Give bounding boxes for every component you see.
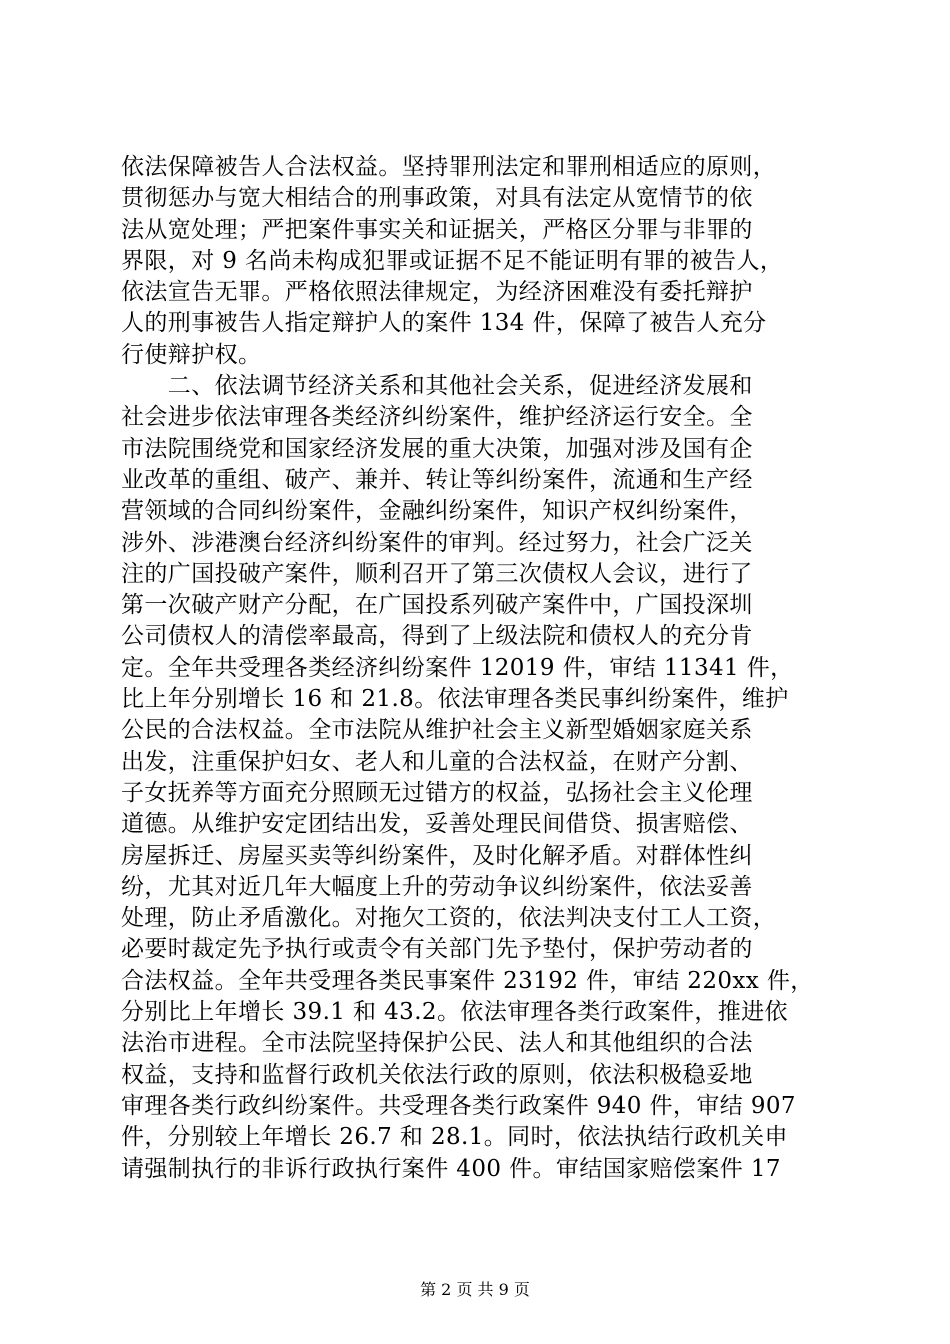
section-heading-line: 二、依法调节经济关系和其他社会关系，促进经济发展和 <box>121 373 753 400</box>
text-line: 子女抚养等方面充分照顾无过错方的权益，弘扬社会主义伦理 <box>121 779 753 806</box>
text-line: 合法权益。全年共受理各类民事案件 23192 件，审结 220xx 件， <box>121 967 814 994</box>
document-body <box>121 152 841 1185</box>
text-line: 纷，尤其对近几年大幅度上升的劳动争议纠纷案件，依法妥善 <box>121 873 753 900</box>
page-number-footer: 第 2 页 共 9 页 <box>420 1280 530 1299</box>
text-line: 第一次破产财产分配，在广国投系列破产案件中，广国投深圳 <box>121 592 753 619</box>
text-line: 比上年分别增长 16 和 21.8。依法审理各类民事纠纷案件，维护 <box>121 686 789 713</box>
text-line: 涉外、涉港澳台经济纠纷案件的审判。经过努力，社会广泛关 <box>121 529 753 556</box>
text-line: 行使辩护权。 <box>121 341 262 368</box>
text-line: 件，分别较上年增长 26.7 和 28.1。同时，依法执结行政机关申 <box>121 1124 788 1151</box>
text-line: 社会进步依法审理各类经济纠纷案件，维护经济运行安全。全 <box>121 404 753 431</box>
text-line: 法从宽处理；严把案件事实关和证据关，严格区分罪与非罪的 <box>121 216 753 243</box>
text-line: 依法宣告无罪。严格依照法律规定，为经济困难没有委托辩护 <box>121 279 753 306</box>
text-line: 人的刑事被告人指定辩护人的案件 134 件，保障了被告人充分 <box>121 310 767 337</box>
text-line: 注的广国投破产案件，顺利召开了第三次债权人会议，进行了 <box>121 560 753 587</box>
text-line: 贯彻惩办与宽大相结合的刑事政策，对具有法定从宽情节的依 <box>121 185 753 212</box>
text-line: 界限，对 9 名尚未构成犯罪或证据不足不能证明有罪的被告人， <box>121 247 784 274</box>
text-line: 处理，防止矛盾激化。对拖欠工资的，依法判决支付工人工资， <box>121 905 777 932</box>
text-line: 出发，注重保护妇女、老人和儿童的合法权益，在财产分割、 <box>121 748 753 775</box>
text-line: 请强制执行的非诉行政执行案件 400 件。审结国家赔偿案件 17 <box>121 1155 781 1182</box>
text-line: 依法保障被告人合法权益。坚持罪刑法定和罪刑相适应的原则， <box>121 154 777 180</box>
text-line: 定。全年共受理各类经济纠纷案件 12019 件，审结 11341 件， <box>121 654 794 681</box>
text-line: 营领域的合同纠纷案件，金融纠纷案件，知识产权纠纷案件， <box>121 498 753 525</box>
text-line: 必要时裁定先予执行或责令有关部门先予垫付，保护劳动者的 <box>121 936 753 963</box>
text-line: 房屋拆迁、房屋买卖等纠纷案件，及时化解矛盾。对群体性纠 <box>121 842 753 869</box>
text-line: 分别比上年增长 39.1 和 43.2。依法审理各类行政案件，推进依 <box>121 999 788 1026</box>
text-line: 业改革的重组、破产、兼并、转让等纠纷案件，流通和生产经 <box>121 466 753 493</box>
text-line: 道德。从维护安定团结出发，妥善处理民间借贷、损害赔偿、 <box>121 811 753 838</box>
text-line: 公民的合法权益。全市法院从维护社会主义新型婚姻家庭关系 <box>121 717 753 744</box>
text-line: 权益，支持和监督行政机关依法行政的原则，依法积极稳妥地 <box>121 1061 753 1088</box>
text-line: 公司债权人的清偿率最高，得到了上级法院和债权人的充分肯 <box>121 623 753 650</box>
text-line: 法治市进程。全市法院坚持保护公民、法人和其他组织的合法 <box>121 1030 753 1057</box>
text-line: 审理各类行政纠纷案件。共受理各类行政案件 940 件，审结 907 <box>121 1092 796 1119</box>
text-line: 市法院围绕党和国家经济发展的重大决策，加强对涉及国有企 <box>121 435 753 462</box>
